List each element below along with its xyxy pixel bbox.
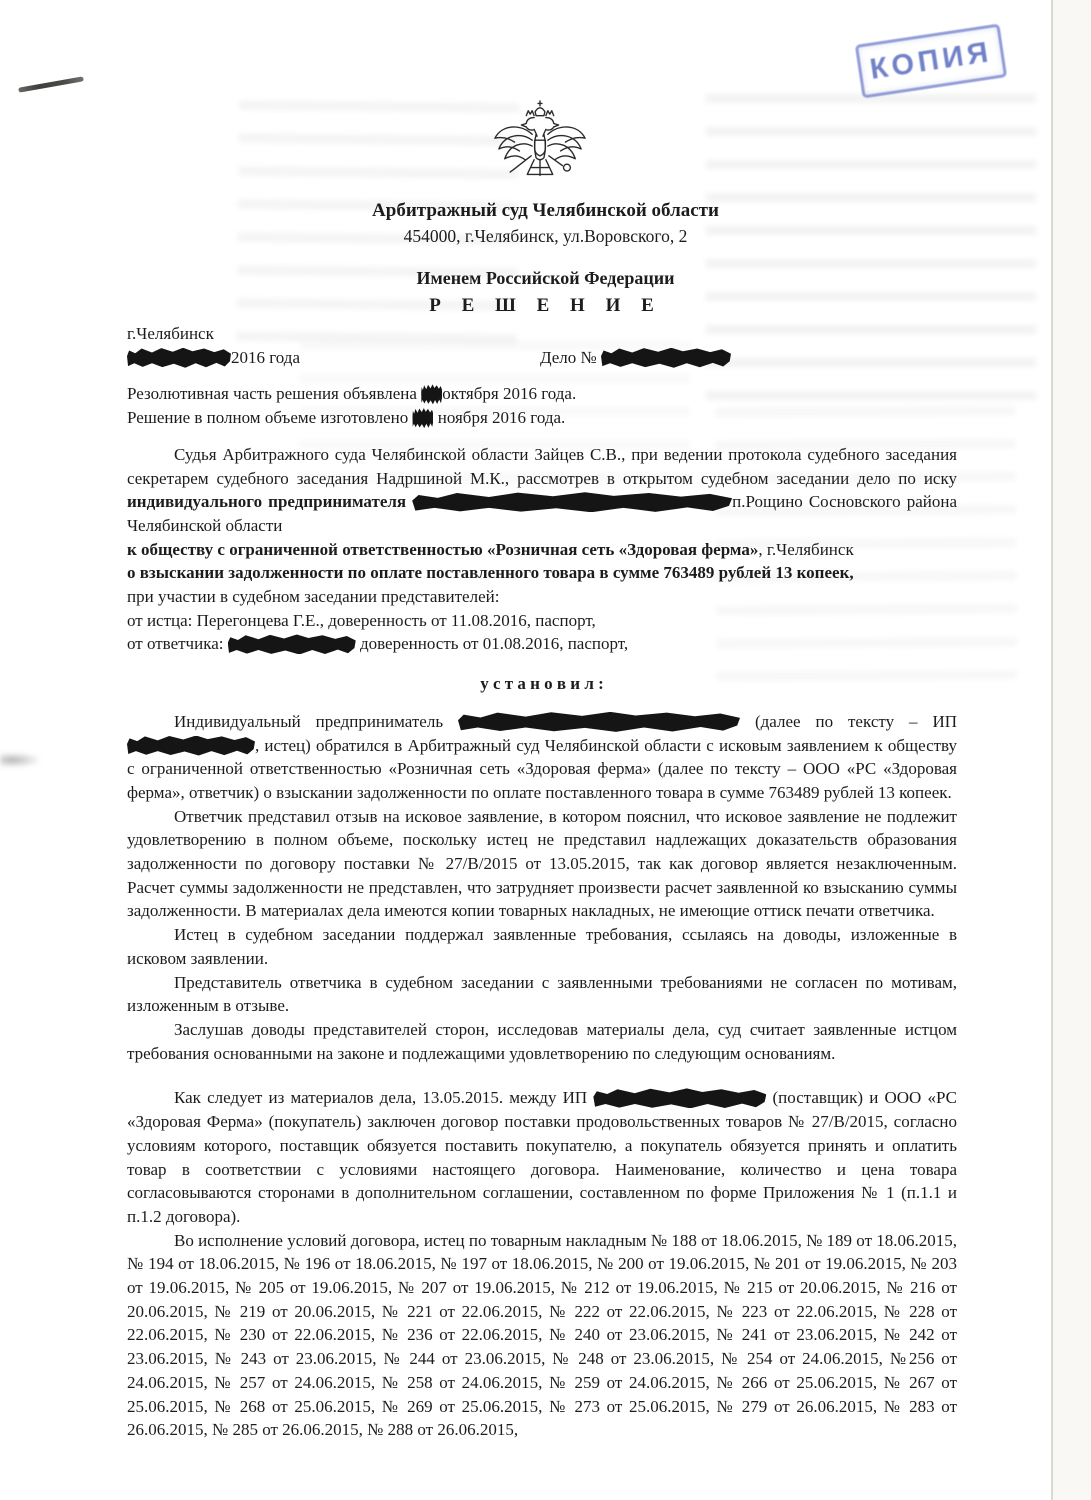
text-segment: Ответчик представил отзыв на исковое заявление, в котором пояснил, что исковое заявление не подлежит удовлетворению в полном объеме, поскольку истец не представил надлежащих доказательств образования задолженности по договору поставки № 27/В/2015 от 13.05.2015, так как договор является незаключенным. Расчет суммы задолженности не представлен, что затрудняет произвести расчет заявленной ко взысканию суммы задолженности. В материалах дела имеются копии товарных накладных, не имеющие оттиск печати ответчика.	[127, 806, 957, 921]
redaction-mark	[421, 384, 442, 404]
text-segment: Во исполнение условий договора, истец по товарным накладным № 188 от 18.06.2015, № 189 от 18.06.2015, № 194 от 18.06.2015, № 196 от 18.06.2015, № 197 от 18.06.2015, № 200 от 19.06.2015, № 201 от 19.06.2015, № 203 от 19.06.2015, № 205 от 19.06.2015, № 207 от 19.06.2015, № 212 от 19.06.2015, № 215 от 20.06.2015, № 216 от 20.06.2015, № 219 от 20.06.2015, № 221 от 22.06.2015, № 222 от 22.06.2015, № 223 от 22.06.2015, № 228 от 22.06.2015, № 230 от 22.06.2015, № 236 от 22.06.2015, № 240 от 23.06.2015, № 241 от 23.06.2015, № 242 от 23.06.2015, № 243 от 23.06.2015, № 244 от 23.06.2015, № 248 от 23.06.2015, № 254 от 24.06.2015, №256 от 24.06.2015, № 257 от 24.06.2015, № 258 от 24.06.2015, № 259 от 24.06.2015, № 266 от 25.06.2015, № 267 от 25.06.2015, № 268 от 25.06.2015, № 269 от 25.06.2015, № 273 от 25.06.2015, № 279 от 26.06.2015, № 283 от 26.06.2015, № 285 от 26.06.2015, № 288 от 26.06.2015,	[127, 1230, 957, 1440]
paragraph-body-5	[127, 1018, 957, 1065]
text-segment: доверенность от 01.08.2016, паспорт,	[355, 634, 629, 654]
redaction-mark	[412, 408, 433, 428]
pen-mark-artifact	[18, 76, 84, 92]
text-segment: о взыскании задолженности по оплате поставленного товара в сумме 763489 рублей 13 копеек,	[127, 563, 854, 583]
court-address: 454000, г.Челябинск, ул.Воровского, 2	[403, 226, 688, 246]
text-segment: Истец в судебном заседании поддержал заявленные требования, ссылаясь на доводы, изложенные в исковом заявлении.	[127, 925, 957, 968]
text-segment: от истца: Перегонцева Г.Е., доверенность от 11.08.2016, паспорт,	[127, 610, 596, 630]
paragraph-body-1	[127, 710, 957, 805]
text-segment: Дело №	[539, 347, 601, 367]
date-case-row	[127, 346, 957, 370]
text-segment: 2016 года	[231, 347, 301, 367]
redaction-mark	[593, 1088, 766, 1108]
coat-of-arms-russia-icon	[491, 99, 589, 197]
paragraph-participants	[127, 585, 957, 609]
text-segment: Резолютивная часть решения объявлена	[127, 384, 422, 404]
paragraph-defendant-rep	[127, 632, 957, 656]
text-segment: , истец) обратился в Арбитражный суд Челябинской области с исковым заявлением к обществу с ограниченной ответственностью «Розничная сеть «Здоровая ферма» (далее по тексту – ООО «РС «Здоровая ферма», ответчик) о взыскании задолженности по оплате поставленного товара в сумме 763489 рублей 13 копеек.	[127, 735, 957, 802]
paragraph-judge	[127, 443, 957, 538]
document-body	[127, 322, 957, 1442]
copy-stamp	[855, 24, 1007, 99]
paragraph-defendant	[127, 538, 957, 562]
resolutive-part-line	[127, 382, 957, 406]
paragraph-claim	[127, 561, 957, 585]
text-segment: ноября 2016 года.	[433, 408, 566, 428]
text-segment: октября 2016 года.	[442, 384, 577, 404]
text-segment: Решение в полном объеме изготовлено	[127, 408, 413, 428]
redaction-mark	[127, 736, 255, 756]
decision-date	[127, 346, 300, 370]
redaction-mark	[412, 492, 732, 512]
text-segment: , г.Челябинск	[758, 539, 854, 559]
decision-title: Р Е Ш Е Н И Е	[429, 295, 662, 316]
text-segment: Судья Арбитражного суда Челябинской области Зайцев С.В., при ведении протокола судебного заседания секретарем судебного заседания Надршиной М.К., рассмотрев в открытом судебном заседании дело по иску	[127, 444, 957, 488]
in-the-name-line: Именем Российской Федерации	[416, 268, 675, 288]
paragraph-body-4	[127, 971, 957, 1018]
redaction-mark	[127, 348, 231, 368]
scan-smudge	[0, 752, 42, 768]
text-segment: Как следует из материалов дела, 13.05.2015. между ИП	[174, 1088, 594, 1108]
text-segment: (далее по тексту – ИП	[740, 711, 957, 731]
redaction-mark	[601, 348, 731, 368]
full-volume-line	[127, 406, 957, 430]
text-segment: от ответчика:	[127, 634, 228, 654]
court-name: Арбитражный суд Челябинской области	[372, 200, 719, 221]
city-line: г.Челябинск	[127, 324, 214, 343]
paragraph-body-6	[127, 1086, 957, 1228]
case-number	[540, 346, 731, 370]
text-segment: индивидуального предпринимателя	[127, 492, 413, 512]
paragraph-body-3	[127, 923, 957, 970]
text-segment: при участии в судебном заседании представителей:	[127, 587, 500, 607]
paragraph-plaintiff-rep	[127, 609, 957, 633]
paragraph-body-2	[127, 805, 957, 924]
text-segment: п.Рощино Сосновского района Челябинской области	[127, 492, 957, 535]
text-segment: Представитель ответчика в судебном заседании с заявленными требованиями не согласен по мотивам, изложенным в отзыве.	[127, 972, 957, 1016]
established-heading: у с т а н о в и л :	[480, 674, 604, 694]
redaction-mark	[458, 712, 740, 732]
text-segment: к обществу с ограниченной ответственностью «Розничная сеть «Здоровая ферма»	[127, 539, 759, 559]
letterhead	[0, 200, 1091, 317]
redaction-mark	[228, 634, 356, 654]
paragraph-body-7	[127, 1229, 957, 1442]
text-segment: (поставщик) и ООО «РС «Здоровая Ферма» (покупатель) заключен договор поставки продовольственных товаров № 27/В/2015, согласно условиям которого, поставщик обязуется поставить покупателю, а покупатель обязуется принять и оплатить товар в соответствии с условиями настоящего договора. Наименование, количество и цена товара согласовываются сторонами в дополнительном соглашении, составленном по форме Приложения № 1 (п.1.1 и п.1.2 договора).	[127, 1088, 957, 1226]
text-segment: Индивидуальный предприниматель	[174, 711, 459, 731]
text-segment: Заслушав доводы представителей сторон, исследовав материалы дела, суд считает заявленные истцом требования основанными на законе и подлежащими удовлетворению по следующим основаниям.	[127, 1019, 957, 1063]
copy-stamp-label: КОПИЯ	[867, 35, 995, 86]
